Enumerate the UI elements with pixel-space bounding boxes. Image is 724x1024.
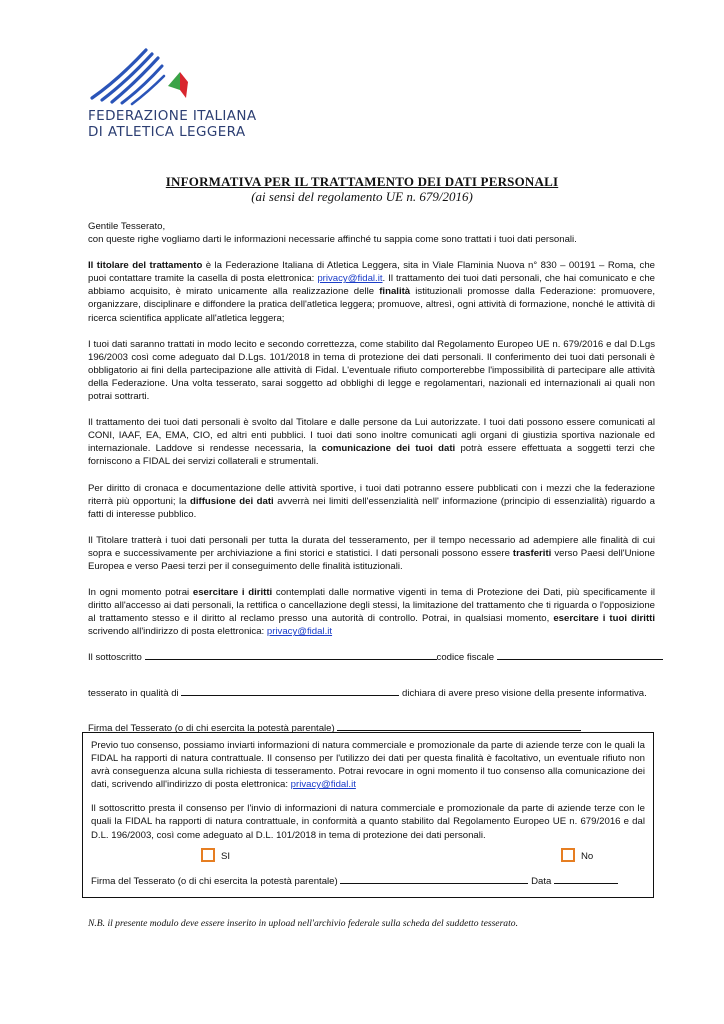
sottoscritto-name-field[interactable] bbox=[145, 650, 437, 660]
diffusione-bold: diffusione dei dati bbox=[189, 495, 274, 507]
titolare-bold: Il titolare del trattamento bbox=[88, 260, 203, 272]
codice-fiscale-field[interactable] bbox=[497, 650, 663, 660]
consent-choice-row bbox=[91, 846, 645, 868]
consent-yes-checkbox[interactable] bbox=[201, 848, 215, 862]
tesserato-label: tesserato in qualità di bbox=[88, 687, 179, 699]
trasferiti-bold: trasferiti bbox=[512, 547, 552, 559]
consent-signature-field[interactable] bbox=[340, 874, 528, 884]
consent-declaration-paragraph: Il sottoscritto presta il consenso per l'invio di informazioni di natura commerciale e promozionale da parte di aziende terze con le quali la FIDAL ha rapporti di natura contrattuale, in conformità a quanto stabilito dal Regolamento Europeo UE n. 679/2016 e dal D.L. 196/2003, così come adeguato al D.L. 101/2018 in tema di protezione dei dati personali. bbox=[91, 803, 645, 841]
consent-date-field[interactable] bbox=[554, 874, 618, 884]
sottoscritto-line bbox=[88, 650, 655, 664]
publication-paragraph bbox=[88, 482, 655, 521]
consent-no-checkbox[interactable] bbox=[561, 848, 575, 862]
rights-text-a: In ogni momento potrai bbox=[88, 587, 193, 599]
publication-text-a: Per diritto di cronaca e documentazione delle attività sportive, i tuoi dati potranno essere pubblicati con i mezzi che la federazione riterrà più opportuni; la bbox=[88, 482, 655, 507]
rights-paragraph bbox=[88, 586, 655, 638]
titolare-text-c: istituzionali promosse dalla Federazione: promuovere, organizzare, disciplinare e diffondere la pratica dell'atletica leggera; promuove, altresì, ogni attività di formazione, nonché le attività di ricerca scientifica applicate all'atletica leggera; bbox=[88, 286, 655, 324]
consent-data-label: Data bbox=[531, 875, 552, 887]
document-subtitle: (ai sensi del regolamento UE n. 679/2016) bbox=[251, 189, 473, 204]
footnote-nb: N.B. il presente modulo deve essere inserito in upload nell'archivio federale sulla scheda del suddetto tesserato. bbox=[88, 918, 518, 929]
legal-basis-paragraph: I tuoi dati saranno trattati in modo lecito e secondo correttezza, come stabilito dal Regolamento Europeo UE n. 679/2016 e dal D.Lgs 196/2003 così come adeguato dal D.Lgs. 101/2018 in tema di protezione dei dati personali. Il conferimento dei tuoi dati personali è obbligatorio ai fini della partecipazione alle attività di Fidal. L'eventuale rifiuto comporterebbe l'impossibilità di partecipare alle attività della Federazione. Una volta tesserato, sarai soggetto ad obblighi di legge e regolamentari, nazionali ed internazionali ai quali non potrai sottrarti. bbox=[88, 338, 655, 403]
privacy-email-link-2[interactable]: privacy@fidal.it bbox=[266, 626, 333, 638]
tesserato-role-field[interactable] bbox=[181, 686, 399, 696]
greeting: Gentile Tesserato, bbox=[88, 221, 166, 232]
publication-text-b: avverrà nei limiti dell'essenzialità nell' informazione (principio di essenzialità) riguardo a fatti di interesse pubblico. bbox=[88, 495, 655, 520]
retention-text-a: Il Titolare tratterà i tuoi dati personali per tutta la durata del tesseramento, per il tempo necessario ad adempiere alle finalità di cui sopra e successivamente per archiviazione a fini storici e statistici. I dati personali possono essere bbox=[88, 534, 655, 559]
communication-text-a: Il trattamento dei tuoi dati personali è svolto dal Titolare e dalle persone da Lui autorizzate. I tuoi dati possono essere comunicati al CONI, IAAF, EA, EMA, CIO, ed altri enti pubblici. I tuoi dati sono inoltre comunicati agli organi di giustizia sportiva nazionale ed internazionale. Laddove si rendesse necessaria, la bbox=[88, 417, 655, 455]
privacy-email-link-3[interactable]: privacy@fidal.it bbox=[290, 779, 356, 791]
consent-no-label: No bbox=[581, 850, 594, 862]
consent-info-text: Previo tuo consenso, possiamo inviarti informazioni di natura commerciale e promozionale da parte di aziende terze con le quali la FIDAL ha rapporti di natura contrattuale. Il consenso per l'utilizzo dei dati per questa finalità è facoltativo, un eventuale rifiuto non avrà conseguenza alcuna sulla richiesta di tesseramento. Potrai revocare in ogni momento il tuo consenso alla comunicazione dei dati, scrivendo all'indirizzo di posta elettronica: bbox=[91, 740, 645, 791]
codice-fiscale-label: codice fiscale bbox=[436, 652, 495, 664]
org-name-line2: DI ATLETICA LEGGERA bbox=[88, 124, 246, 140]
communication-bold: comunicazione dei tuoi dati bbox=[321, 443, 456, 455]
titolare-text-b: . Il trattamento dei tuoi dati personali, che hai comunicato e che abbiamo acquisito, è mirato unicamente alla realizzazione delle bbox=[88, 273, 655, 298]
fidal-logo-mark bbox=[88, 46, 198, 106]
dichiara-text: dichiara di avere preso visione della presente informativa. bbox=[402, 687, 647, 699]
finalita-bold: finalità bbox=[379, 286, 411, 298]
communication-paragraph bbox=[88, 416, 655, 468]
firma-label: Firma del Tesserato (o di chi esercita la potestà parentale) bbox=[88, 722, 335, 734]
esercitare-diritti-bold: esercitare i diritti bbox=[192, 587, 273, 599]
commercial-consent-box bbox=[82, 732, 654, 898]
titolare-text-a: è la Federazione Italiana di Atletica Leggera, sita in Viale Flaminia Nuova n° 830 – 00191 – Roma, che puoi contattare tramite la casella di posta elettronica: bbox=[88, 260, 656, 285]
consent-info-paragraph bbox=[91, 739, 645, 791]
fidal-logo bbox=[88, 46, 268, 140]
communication-text-b: potrà essere effettuata a soggetti terzi che forniscono a FIDAL dei servizi collaterali e strumentali. bbox=[88, 443, 656, 468]
intro-text: con queste righe vogliamo darti le informazioni necessarie affinché tu sappia come sono trattati i tuoi dati personali. bbox=[88, 234, 577, 246]
consent-yes-label: SI bbox=[221, 850, 231, 862]
document-body bbox=[88, 220, 655, 756]
rights-text-c: scrivendo all'indirizzo di posta elettronica: bbox=[88, 626, 267, 638]
consent-signature-line bbox=[91, 874, 645, 888]
retention-text-b: verso Paesi dell'Unione Europea e verso Paesi terzi per il conseguimento delle finalità istituzionali. bbox=[88, 547, 655, 572]
esercitare-tuoi-diritti-bold: esercitare i tuoi diritti bbox=[553, 613, 655, 625]
privacy-email-link-1[interactable]: privacy@fidal.it bbox=[317, 273, 383, 285]
tesserato-line bbox=[88, 686, 655, 700]
titolare-paragraph bbox=[88, 259, 655, 324]
firma-signature-field[interactable] bbox=[337, 721, 581, 731]
sottoscritto-label: Il sottoscritto bbox=[88, 652, 142, 664]
rights-text-b: contemplati dalle normative vigenti in tema di Protezione dei Dati, più specificamente il diritto all'accesso ai dati personali, la rettifica o cancellazione degli stessi, la limitazione del trattamento che ti riguarda o l'opposizione al trattamento stesso e il diritto al reclamo presso una autorità di controllo. Potrai, in qualsiasi momento, bbox=[88, 587, 656, 625]
org-name-line1: FEDERAZIONE ITALIANA bbox=[88, 108, 257, 124]
document-title: INFORMATIVA PER IL TRATTAMENTO DEI DATI PERSONALI bbox=[165, 174, 559, 189]
retention-paragraph bbox=[88, 534, 655, 573]
greeting-paragraph bbox=[88, 220, 655, 246]
consent-firma-label: Firma del Tesserato (o di chi esercita la potestà parentale) bbox=[91, 875, 338, 887]
